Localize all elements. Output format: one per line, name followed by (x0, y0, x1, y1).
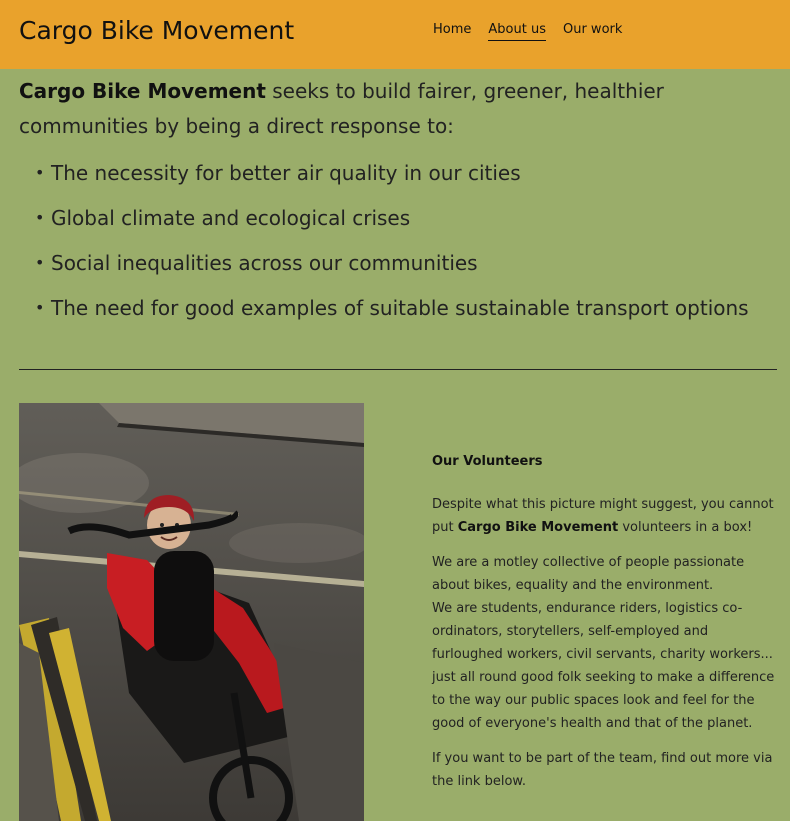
nav-our-work[interactable]: Our work (562, 22, 623, 37)
list-item: • Global climate and ecological crises (0, 198, 749, 243)
list-item: • The necessity for better air quality in our cities (0, 153, 749, 198)
org-name-inline: Cargo Bike Movement (457, 520, 619, 535)
volunteer-photo (19, 403, 364, 821)
needs-list (0, 153, 749, 333)
mission-statement-text: seeks to build fairer, greener, healthier communities by being a direct response to: (19, 79, 664, 138)
bullet-icon: • (35, 163, 45, 182)
volunteers-section (432, 450, 782, 805)
volunteers-paragraph-1: Despite what this picture might suggest, you cannot put Cargo Bike Movement volunteers in a box! (432, 497, 774, 535)
bullet-icon: • (35, 253, 45, 272)
volunteers-heading: Our Volunteers (432, 454, 543, 469)
list-item: • Social inequalities across our communities (0, 243, 749, 288)
site-logo-text[interactable]: Cargo Bike Movement (19, 16, 295, 45)
nav-about-us[interactable]: About us (488, 22, 546, 41)
nav-home[interactable]: Home (433, 22, 472, 37)
list-item: • The need for good examples of suitable sustainable transport options (0, 288, 749, 333)
org-name: Cargo Bike Movement (19, 79, 266, 103)
bullet-icon: • (35, 298, 45, 317)
mission-text (19, 74, 784, 144)
bullet-icon: • (35, 208, 45, 227)
volunteers-paragraph-4: If you want to be part of the team, find out more via the link below. (432, 751, 773, 789)
volunteers-paragraph-3: We are students, endurance riders, logistics co-ordinators, storytellers, self-employed and furloughed workers, civil servants, charity workers... just all round good folk seeking to make a difference to the way our public spaces look and feel for the good of everyone's health and that of the planet. (432, 601, 775, 731)
site-header (0, 0, 790, 69)
volunteers-paragraph-2: We are a motley collective of people passionate about bikes, equality and the environment. (432, 555, 745, 593)
section-divider (19, 369, 777, 370)
mission-statement (19, 74, 784, 144)
main-nav (433, 22, 622, 41)
